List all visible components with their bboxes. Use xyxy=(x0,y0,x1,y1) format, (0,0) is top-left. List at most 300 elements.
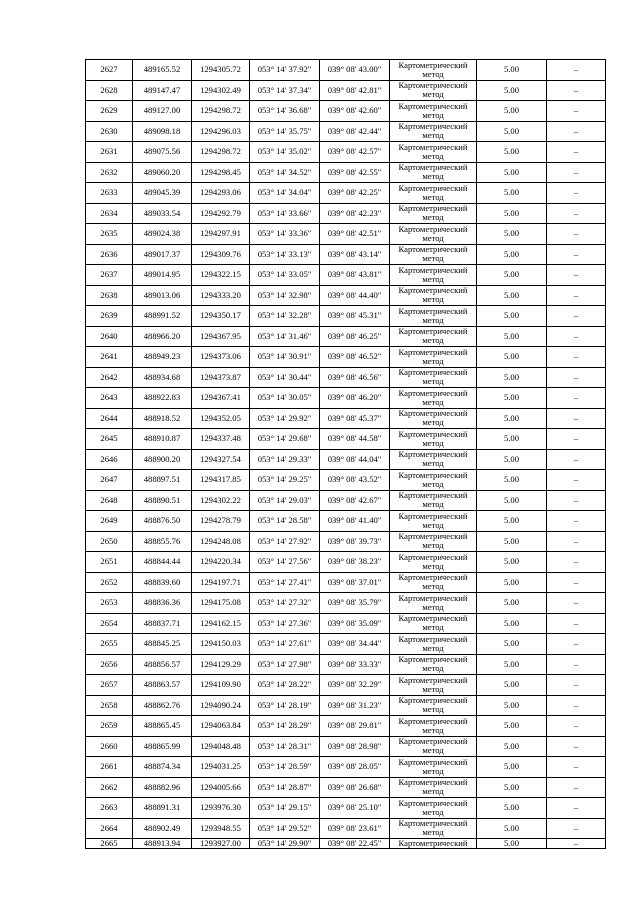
y-coordinate-cell: 1294048.48 xyxy=(192,736,250,757)
latitude-cell: 053° 14' 27.36" xyxy=(250,613,320,634)
method-cell: Картометрический метод xyxy=(390,736,477,757)
y-coordinate-cell: 1293948.55 xyxy=(192,818,250,839)
accuracy-cell: 5.00 xyxy=(477,490,547,511)
method-cell: Картометрический метод xyxy=(390,572,477,593)
table-row xyxy=(86,695,606,716)
latitude-cell: 053° 14' 28.29" xyxy=(250,716,320,737)
y-coordinate-cell: 1294297.91 xyxy=(192,224,250,245)
table-row xyxy=(86,531,606,552)
note-cell: – xyxy=(547,695,606,716)
point-number-cell: 2650 xyxy=(86,531,133,552)
table-row xyxy=(86,572,606,593)
point-number-cell: 2660 xyxy=(86,736,133,757)
table-row xyxy=(86,121,606,142)
latitude-cell: 053° 14' 33.66" xyxy=(250,203,320,224)
point-number-cell: 2643 xyxy=(86,388,133,409)
longitude-cell: 039° 08' 44.40" xyxy=(320,285,390,306)
table-row xyxy=(86,367,606,388)
point-number-cell: 2635 xyxy=(86,224,133,245)
note-cell: – xyxy=(547,490,606,511)
latitude-cell: 053° 14' 29.90" xyxy=(250,839,320,849)
note-cell: – xyxy=(547,203,606,224)
note-cell: – xyxy=(547,183,606,204)
table-row xyxy=(86,511,606,532)
longitude-cell: 039° 08' 43.81" xyxy=(320,265,390,286)
y-coordinate-cell: 1294302.22 xyxy=(192,490,250,511)
table-row xyxy=(86,593,606,614)
longitude-cell: 039° 08' 33.33" xyxy=(320,654,390,675)
point-number-cell: 2648 xyxy=(86,490,133,511)
method-cell: Картометрический метод xyxy=(390,265,477,286)
longitude-cell: 039° 08' 42.44" xyxy=(320,121,390,142)
x-coordinate-cell: 488863.57 xyxy=(133,675,192,696)
note-cell: – xyxy=(547,224,606,245)
accuracy-cell: 5.00 xyxy=(477,244,547,265)
y-coordinate-cell: 1294327.54 xyxy=(192,449,250,470)
y-coordinate-cell: 1294150.03 xyxy=(192,634,250,655)
y-coordinate-cell: 1294309.76 xyxy=(192,244,250,265)
x-coordinate-cell: 488897.51 xyxy=(133,470,192,491)
latitude-cell: 053° 14' 27.92" xyxy=(250,531,320,552)
x-coordinate-cell: 489075.56 xyxy=(133,142,192,163)
y-coordinate-cell: 1294129.29 xyxy=(192,654,250,675)
y-coordinate-cell: 1294197.71 xyxy=(192,572,250,593)
longitude-cell: 039° 08' 46.52" xyxy=(320,347,390,368)
note-cell: – xyxy=(547,326,606,347)
accuracy-cell: 5.00 xyxy=(477,839,547,849)
accuracy-cell: 5.00 xyxy=(477,449,547,470)
point-number-cell: 2644 xyxy=(86,408,133,429)
method-cell: Картометрический метод xyxy=(390,818,477,839)
coordinates-table xyxy=(85,59,606,849)
longitude-cell: 039° 08' 46.56" xyxy=(320,367,390,388)
accuracy-cell: 5.00 xyxy=(477,285,547,306)
y-coordinate-cell: 1294220.34 xyxy=(192,552,250,573)
x-coordinate-cell: 489165.52 xyxy=(133,60,192,81)
latitude-cell: 053° 14' 28.58" xyxy=(250,511,320,532)
y-coordinate-cell: 1294373.87 xyxy=(192,367,250,388)
method-cell: Картометрический метод xyxy=(390,593,477,614)
x-coordinate-cell: 488910.87 xyxy=(133,429,192,450)
x-coordinate-cell: 488839.60 xyxy=(133,572,192,593)
longitude-cell: 039° 08' 32.29" xyxy=(320,675,390,696)
longitude-cell: 039° 08' 29.81" xyxy=(320,716,390,737)
table-row xyxy=(86,142,606,163)
longitude-cell: 039° 08' 35.09" xyxy=(320,613,390,634)
method-cell: Картометрический метод xyxy=(390,613,477,634)
x-coordinate-cell: 489147.47 xyxy=(133,80,192,101)
table-body xyxy=(86,60,606,849)
y-coordinate-cell: 1293976.30 xyxy=(192,798,250,819)
point-number-cell: 2655 xyxy=(86,634,133,655)
x-coordinate-cell: 488845.25 xyxy=(133,634,192,655)
latitude-cell: 053° 14' 30.44" xyxy=(250,367,320,388)
note-cell: – xyxy=(547,757,606,778)
longitude-cell: 039° 08' 28.98" xyxy=(320,736,390,757)
table-row xyxy=(86,634,606,655)
method-cell: Картометрический метод xyxy=(390,675,477,696)
table-row xyxy=(86,183,606,204)
point-number-cell: 2662 xyxy=(86,777,133,798)
longitude-cell: 039° 08' 43.00" xyxy=(320,60,390,81)
accuracy-cell: 5.00 xyxy=(477,470,547,491)
y-coordinate-cell: 1294298.72 xyxy=(192,142,250,163)
longitude-cell: 039° 08' 22.45" xyxy=(320,839,390,849)
point-number-cell: 2632 xyxy=(86,162,133,183)
table-row xyxy=(86,716,606,737)
latitude-cell: 053° 14' 37.92" xyxy=(250,60,320,81)
y-coordinate-cell: 1294031.25 xyxy=(192,757,250,778)
longitude-cell: 039° 08' 43.52" xyxy=(320,470,390,491)
x-coordinate-cell: 488991.52 xyxy=(133,306,192,327)
accuracy-cell: 5.00 xyxy=(477,162,547,183)
accuracy-cell: 5.00 xyxy=(477,203,547,224)
table-row xyxy=(86,470,606,491)
accuracy-cell: 5.00 xyxy=(477,224,547,245)
table-row xyxy=(86,839,606,849)
method-cell: Картометрический метод xyxy=(390,101,477,122)
latitude-cell: 053° 14' 28.22" xyxy=(250,675,320,696)
note-cell: – xyxy=(547,470,606,491)
note-cell: – xyxy=(547,675,606,696)
longitude-cell: 039° 08' 42.57" xyxy=(320,142,390,163)
x-coordinate-cell: 488890.51 xyxy=(133,490,192,511)
method-cell: Картометрический метод xyxy=(390,429,477,450)
note-cell: – xyxy=(547,162,606,183)
accuracy-cell: 5.00 xyxy=(477,675,547,696)
longitude-cell: 039° 08' 31.23" xyxy=(320,695,390,716)
x-coordinate-cell: 488855.76 xyxy=(133,531,192,552)
longitude-cell: 039° 08' 35.79" xyxy=(320,593,390,614)
latitude-cell: 053° 14' 35.75" xyxy=(250,121,320,142)
point-number-cell: 2664 xyxy=(86,818,133,839)
point-number-cell: 2645 xyxy=(86,429,133,450)
y-coordinate-cell: 1294305.72 xyxy=(192,60,250,81)
x-coordinate-cell: 488934.68 xyxy=(133,367,192,388)
table-row xyxy=(86,408,606,429)
table-row xyxy=(86,449,606,470)
longitude-cell: 039° 08' 41.40" xyxy=(320,511,390,532)
point-number-cell: 2631 xyxy=(86,142,133,163)
latitude-cell: 053° 14' 27.98" xyxy=(250,654,320,675)
point-number-cell: 2657 xyxy=(86,675,133,696)
x-coordinate-cell: 488918.52 xyxy=(133,408,192,429)
longitude-cell: 039° 08' 42.67" xyxy=(320,490,390,511)
y-coordinate-cell: 1294293.06 xyxy=(192,183,250,204)
latitude-cell: 053° 14' 31.46" xyxy=(250,326,320,347)
x-coordinate-cell: 488902.49 xyxy=(133,818,192,839)
table-row xyxy=(86,798,606,819)
note-cell: – xyxy=(547,777,606,798)
method-cell: Картометрический метод xyxy=(390,121,477,142)
accuracy-cell: 5.00 xyxy=(477,388,547,409)
point-number-cell: 2646 xyxy=(86,449,133,470)
point-number-cell: 2642 xyxy=(86,367,133,388)
longitude-cell: 039° 08' 44.58" xyxy=(320,429,390,450)
table-row xyxy=(86,285,606,306)
longitude-cell: 039° 08' 23.61" xyxy=(320,818,390,839)
note-cell: – xyxy=(547,634,606,655)
method-cell: Картометрический метод xyxy=(390,716,477,737)
point-number-cell: 2641 xyxy=(86,347,133,368)
accuracy-cell: 5.00 xyxy=(477,408,547,429)
method-cell: Картометрический метод xyxy=(390,80,477,101)
note-cell: – xyxy=(547,429,606,450)
x-coordinate-cell: 488882.96 xyxy=(133,777,192,798)
table-row xyxy=(86,224,606,245)
longitude-cell: 039° 08' 25.10" xyxy=(320,798,390,819)
note-cell: – xyxy=(547,818,606,839)
method-cell: Картометрический метод xyxy=(390,60,477,81)
method-cell: Картометрический метод xyxy=(390,511,477,532)
method-cell: Картометрический метод xyxy=(390,449,477,470)
point-number-cell: 2665 xyxy=(86,839,133,849)
accuracy-cell: 5.00 xyxy=(477,306,547,327)
y-coordinate-cell: 1294109.90 xyxy=(192,675,250,696)
x-coordinate-cell: 488836.36 xyxy=(133,593,192,614)
method-cell: Картометрический метод xyxy=(390,695,477,716)
note-cell: – xyxy=(547,285,606,306)
latitude-cell: 053° 14' 27.61" xyxy=(250,634,320,655)
note-cell: – xyxy=(547,244,606,265)
accuracy-cell: 5.00 xyxy=(477,572,547,593)
point-number-cell: 2634 xyxy=(86,203,133,224)
accuracy-cell: 5.00 xyxy=(477,552,547,573)
point-number-cell: 2652 xyxy=(86,572,133,593)
accuracy-cell: 5.00 xyxy=(477,142,547,163)
table-row xyxy=(86,490,606,511)
table-row xyxy=(86,265,606,286)
y-coordinate-cell: 1294162.15 xyxy=(192,613,250,634)
longitude-cell: 039° 08' 42.25" xyxy=(320,183,390,204)
method-cell: Картометрический метод xyxy=(390,142,477,163)
x-coordinate-cell: 489014.95 xyxy=(133,265,192,286)
method-cell: Картометрический метод xyxy=(390,367,477,388)
point-number-cell: 2661 xyxy=(86,757,133,778)
longitude-cell: 039° 08' 26.68" xyxy=(320,777,390,798)
accuracy-cell: 5.00 xyxy=(477,777,547,798)
method-cell: Картометрический метод xyxy=(390,777,477,798)
method-cell: Картометрический метод xyxy=(390,347,477,368)
point-number-cell: 2627 xyxy=(86,60,133,81)
table-row xyxy=(86,80,606,101)
note-cell: – xyxy=(547,265,606,286)
y-coordinate-cell: 1294005.66 xyxy=(192,777,250,798)
accuracy-cell: 5.00 xyxy=(477,818,547,839)
accuracy-cell: 5.00 xyxy=(477,654,547,675)
y-coordinate-cell: 1294373.06 xyxy=(192,347,250,368)
table-row xyxy=(86,388,606,409)
longitude-cell: 039° 08' 37.01" xyxy=(320,572,390,593)
x-coordinate-cell: 489013.06 xyxy=(133,285,192,306)
table-row xyxy=(86,777,606,798)
point-number-cell: 2628 xyxy=(86,80,133,101)
table-row xyxy=(86,244,606,265)
accuracy-cell: 5.00 xyxy=(477,101,547,122)
method-cell: Картометрический метод xyxy=(390,224,477,245)
method-cell: Картометрический метод xyxy=(390,531,477,552)
latitude-cell: 053° 14' 29.68" xyxy=(250,429,320,450)
longitude-cell: 039° 08' 46.20" xyxy=(320,388,390,409)
latitude-cell: 053° 14' 28.19" xyxy=(250,695,320,716)
table-row xyxy=(86,326,606,347)
latitude-cell: 053° 14' 36.68" xyxy=(250,101,320,122)
latitude-cell: 053° 14' 30.05" xyxy=(250,388,320,409)
table-row xyxy=(86,818,606,839)
x-coordinate-cell: 488837.71 xyxy=(133,613,192,634)
x-coordinate-cell: 488876.50 xyxy=(133,511,192,532)
method-cell: Картометрический метод xyxy=(390,388,477,409)
x-coordinate-cell: 488856.57 xyxy=(133,654,192,675)
longitude-cell: 039° 08' 38.23" xyxy=(320,552,390,573)
table-row xyxy=(86,736,606,757)
y-coordinate-cell: 1294292.79 xyxy=(192,203,250,224)
x-coordinate-cell: 488966.20 xyxy=(133,326,192,347)
latitude-cell: 053° 14' 27.41" xyxy=(250,572,320,593)
latitude-cell: 053° 14' 33.05" xyxy=(250,265,320,286)
accuracy-cell: 5.00 xyxy=(477,531,547,552)
accuracy-cell: 5.00 xyxy=(477,429,547,450)
table-row xyxy=(86,347,606,368)
x-coordinate-cell: 488913.94 xyxy=(133,839,192,849)
latitude-cell: 053° 14' 32.98" xyxy=(250,285,320,306)
latitude-cell: 053° 14' 30.91" xyxy=(250,347,320,368)
accuracy-cell: 5.00 xyxy=(477,183,547,204)
method-cell: Картометрический метод xyxy=(390,285,477,306)
method-cell: Картометрический метод xyxy=(390,408,477,429)
point-number-cell: 2659 xyxy=(86,716,133,737)
latitude-cell: 053° 14' 29.03" xyxy=(250,490,320,511)
x-coordinate-cell: 489098.18 xyxy=(133,121,192,142)
table-row xyxy=(86,613,606,634)
y-coordinate-cell: 1293927.00 xyxy=(192,839,250,849)
y-coordinate-cell: 1294367.41 xyxy=(192,388,250,409)
longitude-cell: 039° 08' 42.23" xyxy=(320,203,390,224)
point-number-cell: 2640 xyxy=(86,326,133,347)
y-coordinate-cell: 1294333.20 xyxy=(192,285,250,306)
accuracy-cell: 5.00 xyxy=(477,367,547,388)
y-coordinate-cell: 1294317.85 xyxy=(192,470,250,491)
note-cell: – xyxy=(547,60,606,81)
method-cell: Картометрический метод xyxy=(390,326,477,347)
latitude-cell: 053° 14' 28.87" xyxy=(250,777,320,798)
y-coordinate-cell: 1294248.08 xyxy=(192,531,250,552)
point-number-cell: 2637 xyxy=(86,265,133,286)
latitude-cell: 053° 14' 27.56" xyxy=(250,552,320,573)
note-cell: – xyxy=(547,388,606,409)
y-coordinate-cell: 1294337.48 xyxy=(192,429,250,450)
method-cell: Картометрический метод xyxy=(390,654,477,675)
accuracy-cell: 5.00 xyxy=(477,757,547,778)
longitude-cell: 039° 08' 28.05" xyxy=(320,757,390,778)
method-cell: Картометрический метод xyxy=(390,634,477,655)
accuracy-cell: 5.00 xyxy=(477,265,547,286)
point-number-cell: 2651 xyxy=(86,552,133,573)
point-number-cell: 2638 xyxy=(86,285,133,306)
x-coordinate-cell: 488922.83 xyxy=(133,388,192,409)
point-number-cell: 2663 xyxy=(86,798,133,819)
accuracy-cell: 5.00 xyxy=(477,347,547,368)
y-coordinate-cell: 1294350.17 xyxy=(192,306,250,327)
table-row xyxy=(86,654,606,675)
latitude-cell: 053° 14' 32.28" xyxy=(250,306,320,327)
longitude-cell: 039° 08' 44.04" xyxy=(320,449,390,470)
table-row xyxy=(86,757,606,778)
note-cell: – xyxy=(547,716,606,737)
table-row xyxy=(86,162,606,183)
method-cell: Картометрический метод xyxy=(390,757,477,778)
note-cell: – xyxy=(547,101,606,122)
x-coordinate-cell: 489033.54 xyxy=(133,203,192,224)
latitude-cell: 053° 14' 34.52" xyxy=(250,162,320,183)
latitude-cell: 053° 14' 33.36" xyxy=(250,224,320,245)
accuracy-cell: 5.00 xyxy=(477,736,547,757)
table-row xyxy=(86,675,606,696)
table-row xyxy=(86,101,606,122)
x-coordinate-cell: 489060.20 xyxy=(133,162,192,183)
method-cell: Картометрический метод xyxy=(390,203,477,224)
x-coordinate-cell: 488865.99 xyxy=(133,736,192,757)
note-cell: – xyxy=(547,408,606,429)
y-coordinate-cell: 1294352.05 xyxy=(192,408,250,429)
accuracy-cell: 5.00 xyxy=(477,634,547,655)
accuracy-cell: 5.00 xyxy=(477,695,547,716)
longitude-cell: 039° 08' 34.44" xyxy=(320,634,390,655)
method-cell: Картометрический метод xyxy=(390,306,477,327)
table-row xyxy=(86,552,606,573)
latitude-cell: 053° 14' 37.34" xyxy=(250,80,320,101)
longitude-cell: 039° 08' 45.37" xyxy=(320,408,390,429)
point-number-cell: 2654 xyxy=(86,613,133,634)
longitude-cell: 039° 08' 42.51" xyxy=(320,224,390,245)
y-coordinate-cell: 1294298.72 xyxy=(192,101,250,122)
x-coordinate-cell: 488949.23 xyxy=(133,347,192,368)
accuracy-cell: 5.00 xyxy=(477,60,547,81)
y-coordinate-cell: 1294063.84 xyxy=(192,716,250,737)
latitude-cell: 053° 14' 29.52" xyxy=(250,818,320,839)
x-coordinate-cell: 488891.31 xyxy=(133,798,192,819)
longitude-cell: 039° 08' 42.55" xyxy=(320,162,390,183)
note-cell: – xyxy=(547,654,606,675)
y-coordinate-cell: 1294090.24 xyxy=(192,695,250,716)
note-cell: – xyxy=(547,80,606,101)
y-coordinate-cell: 1294296.03 xyxy=(192,121,250,142)
x-coordinate-cell: 489024.38 xyxy=(133,224,192,245)
y-coordinate-cell: 1294278.79 xyxy=(192,511,250,532)
latitude-cell: 053° 14' 28.59" xyxy=(250,757,320,778)
latitude-cell: 053° 14' 34.04" xyxy=(250,183,320,204)
point-number-cell: 2636 xyxy=(86,244,133,265)
note-cell: – xyxy=(547,613,606,634)
table-row xyxy=(86,60,606,81)
point-number-cell: 2647 xyxy=(86,470,133,491)
note-cell: – xyxy=(547,121,606,142)
x-coordinate-cell: 488865.45 xyxy=(133,716,192,737)
x-coordinate-cell: 488862.76 xyxy=(133,695,192,716)
note-cell: – xyxy=(547,531,606,552)
x-coordinate-cell: 488900.20 xyxy=(133,449,192,470)
accuracy-cell: 5.00 xyxy=(477,716,547,737)
latitude-cell: 053° 14' 27.32" xyxy=(250,593,320,614)
point-number-cell: 2629 xyxy=(86,101,133,122)
x-coordinate-cell: 489045.39 xyxy=(133,183,192,204)
accuracy-cell: 5.00 xyxy=(477,80,547,101)
y-coordinate-cell: 1294367.95 xyxy=(192,326,250,347)
method-cell: Картометрический метод xyxy=(390,798,477,819)
method-cell: Картометрический xyxy=(390,839,477,849)
latitude-cell: 053° 14' 35.02" xyxy=(250,142,320,163)
latitude-cell: 053° 14' 33.13" xyxy=(250,244,320,265)
